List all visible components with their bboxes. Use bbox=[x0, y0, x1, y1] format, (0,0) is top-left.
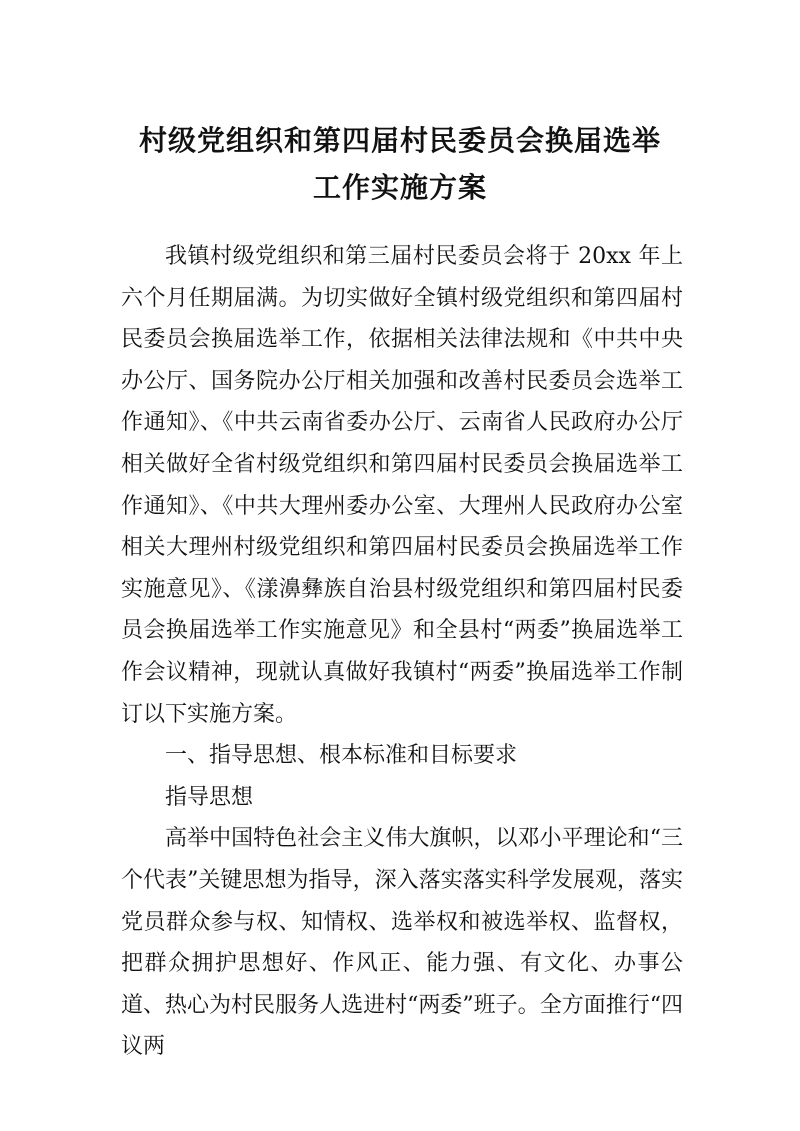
document-title bbox=[0, 117, 800, 211]
section-1-heading: 一、指导思想、根本标准和目标要求 bbox=[165, 743, 518, 769]
document-body bbox=[121, 236, 683, 1068]
intro-paragraph: 我镇村级党组织和第三届村民委员会将于 20xx 年上六个月任期届满。为切实做好全镇村级党组织和第四届村民委员会换届选举工作，依据相关法律法规和《中共中央办公厅、国务院办公厅相关加强和改善村民委员会选举工作通知》、《中共云南省委办公厅、云南省人民政府办公厅相关做好全省村级党组织和第四届村民委员会换届选举工作通知》、《中共大理州委办公室、大理州人民政府办公室相关大理州村级党组织和第四届村民委员会换届选举工作实施意见》、《漾濞彝族自治县村级党组织和第四届村民委员会换届选举工作实施意见》和全县村“两委”换届选举工作会议精神，现就认真做好我镇村“两委”换届选举工作制订以下实施方案。 bbox=[121, 244, 683, 727]
title-line-2: 工作实施方案 bbox=[312, 170, 487, 204]
title-line-1: 村级党组织和第四届村民委员会换届选举 bbox=[138, 123, 661, 157]
guiding-paragraph: 高举中国特色社会主义伟大旗帜，以邓小平理论和“三个代表”关键思想为指导，深入落实落实科学发展观，落实党员群众参与权、知情权、选举权和被选举权、监督权，把群众拥护思想好、作风正、能力强、有文化、办事公道、热心为村民服务人选进村“两委”班子。全方面推行“四议两 bbox=[121, 826, 683, 1060]
subsection-heading: 指导思想 bbox=[165, 784, 254, 810]
